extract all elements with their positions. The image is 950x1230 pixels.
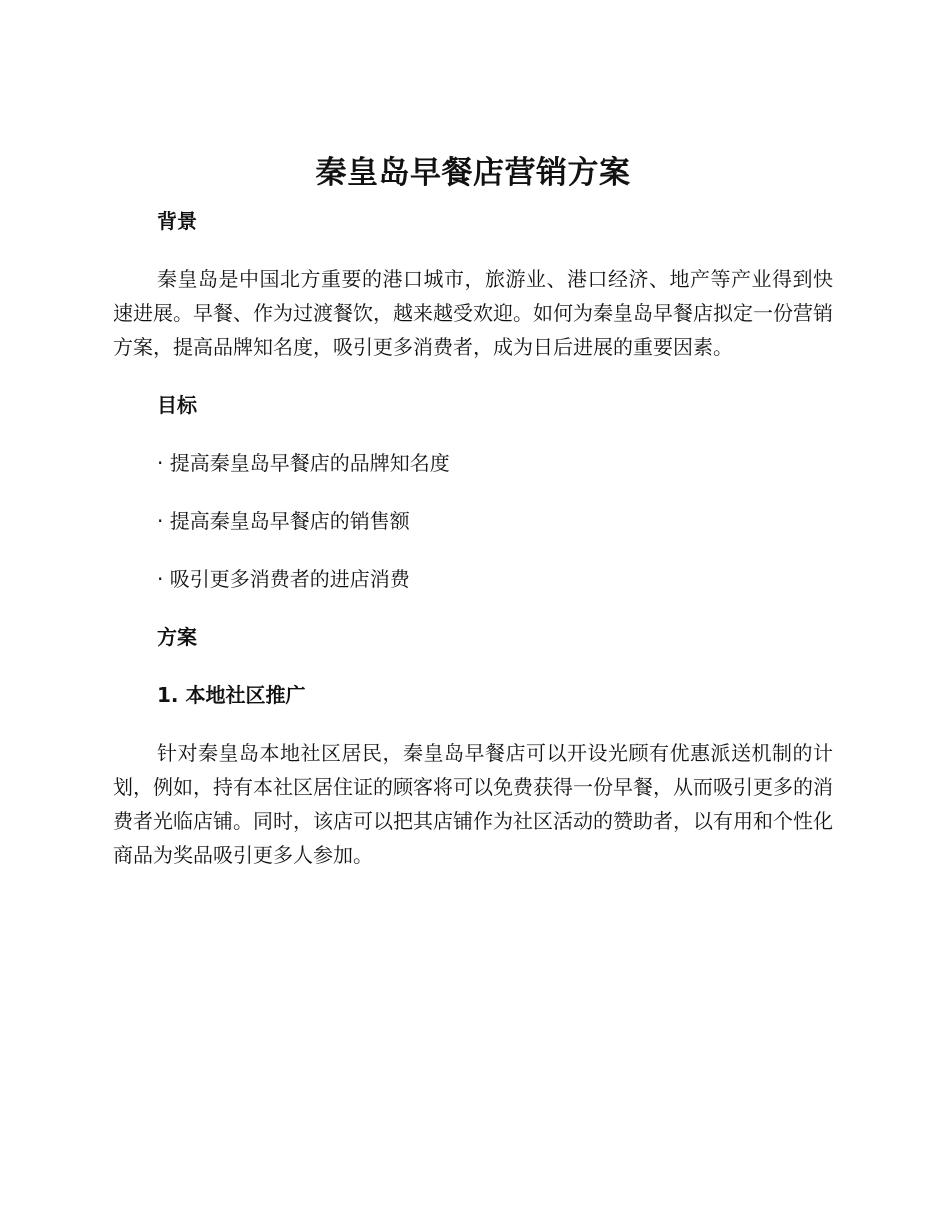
- goal-item: · 吸引更多消费者的进店消费: [157, 567, 410, 591]
- document-content: [113, 150, 833, 872]
- goal-item: · 提高秦皇岛早餐店的品牌知名度: [157, 451, 450, 475]
- section-heading-goals: 目标: [157, 393, 197, 417]
- spacer: [113, 480, 833, 504]
- section-heading-background: 背景: [157, 209, 197, 233]
- spacer: [113, 596, 833, 620]
- subsection-heading-community: 1. 本地社区推广: [157, 683, 306, 707]
- spacer: [113, 712, 833, 736]
- goals-list: [113, 422, 833, 596]
- spacer: [113, 364, 833, 388]
- spacer: [113, 422, 833, 446]
- background-paragraph: 秦皇岛是中国北方重要的港口城市，旅游业、港口经济、地产等产业得到快速进展。早餐、作为过渡餐饮，越来越受欢迎。如何为秦皇岛早餐店拟定一份营销方案，提高品牌知名度，吸引更多消费者，成为日后进展的重要因素。: [113, 267, 833, 359]
- spacer: [113, 654, 833, 678]
- section-heading-plan: 方案: [157, 625, 197, 649]
- spacer: [113, 238, 833, 262]
- document-title: 秦皇岛早餐店营销方案: [315, 155, 631, 191]
- spacer: [113, 538, 833, 562]
- community-paragraph: 针对秦皇岛本地社区居民，秦皇岛早餐店可以开设光顾有优惠派送机制的计划，例如，持有本社区居住证的顾客将可以免费获得一份早餐，从而吸引更多的消费者光临店铺。同时，该店可以把其店铺作为社区活动的赞助者，以有用和个性化商品为奖品吸引更多人参加。: [113, 741, 833, 867]
- goal-item: · 提高秦皇岛早餐店的销售额: [157, 509, 410, 533]
